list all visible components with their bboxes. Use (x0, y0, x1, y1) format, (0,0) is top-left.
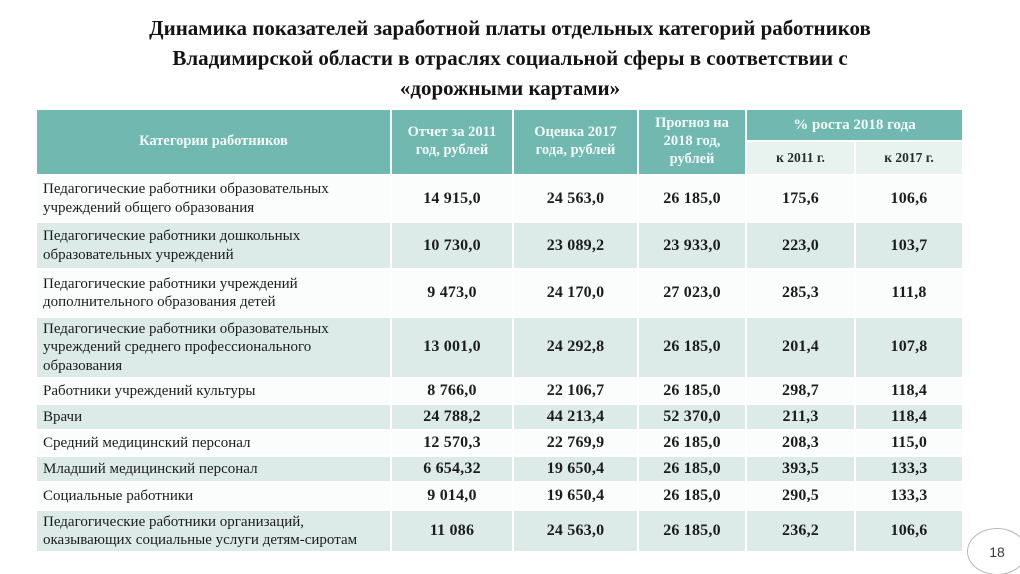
category-cell: Врачи (36, 404, 391, 430)
value-cell-2017: 23 089,2 (513, 222, 638, 269)
growth-cell-vs-2017: 106,6 (855, 510, 963, 553)
category-cell: Младший медицинский персонал (36, 456, 391, 482)
value-cell-2018: 52 370,0 (638, 404, 746, 430)
page-title-line-3: «дорожными картами» (399, 76, 621, 100)
growth-cell-vs-2011: 201,4 (746, 317, 855, 378)
growth-cell-vs-2017: 118,4 (855, 404, 963, 430)
growth-cell-vs-2011: 223,0 (746, 222, 855, 269)
value-cell-2018: 26 185,0 (638, 456, 746, 482)
value-cell-2011: 12 570,3 (391, 430, 513, 456)
value-cell-2018: 26 185,0 (638, 430, 746, 456)
column-subheader-vs-2011: к 2011 г. (746, 141, 855, 175)
category-cell: Социальные работники (36, 482, 391, 510)
page-title (60, 13, 960, 103)
value-cell-2011: 14 915,0 (391, 175, 513, 222)
category-cell: Педагогические работники учреждений дополнительного образования детей (36, 269, 391, 317)
growth-cell-vs-2017: 106,6 (855, 175, 963, 222)
growth-cell-vs-2011: 208,3 (746, 430, 855, 456)
value-cell-2017: 44 213,4 (513, 404, 638, 430)
table-row (36, 510, 963, 553)
value-cell-2018: 26 185,0 (638, 317, 746, 378)
column-header-growth-group: % роста 2018 года (746, 109, 963, 141)
value-cell-2011: 9 014,0 (391, 482, 513, 510)
category-cell: Работники учреждений культуры (36, 378, 391, 404)
value-cell-2017: 24 170,0 (513, 269, 638, 317)
value-cell-2017: 24 563,0 (513, 175, 638, 222)
growth-cell-vs-2017: 133,3 (855, 456, 963, 482)
growth-cell-vs-2011: 393,5 (746, 456, 855, 482)
growth-cell-vs-2011: 211,3 (746, 404, 855, 430)
page-number-badge (967, 528, 1020, 574)
value-cell-2017: 22 106,7 (513, 378, 638, 404)
category-cell: Средний медицинский персонал (36, 430, 391, 456)
value-cell-2011: 9 473,0 (391, 269, 513, 317)
value-cell-2018: 26 185,0 (638, 482, 746, 510)
value-cell-2018: 23 933,0 (638, 222, 746, 269)
category-cell: Педагогические работники дошкольных образовательных учреждений (36, 222, 391, 269)
value-cell-2017: 22 769,9 (513, 430, 638, 456)
growth-cell-vs-2011: 298,7 (746, 378, 855, 404)
salary-table-body (36, 175, 963, 552)
value-cell-2018: 27 023,0 (638, 269, 746, 317)
growth-cell-vs-2017: 118,4 (855, 378, 963, 404)
table-row (36, 222, 963, 269)
value-cell-2017: 19 650,4 (513, 482, 638, 510)
value-cell-2011: 10 730,0 (391, 222, 513, 269)
table-row (36, 430, 963, 456)
growth-cell-vs-2011: 290,5 (746, 482, 855, 510)
column-header-estimate-2017: Оценка 2017 года, рублей (513, 109, 638, 175)
table-row (36, 404, 963, 430)
table-row (36, 456, 963, 482)
growth-cell-vs-2011: 236,2 (746, 510, 855, 553)
growth-cell-vs-2017: 115,0 (855, 430, 963, 456)
value-cell-2011: 24 788,2 (391, 404, 513, 430)
value-cell-2018: 26 185,0 (638, 510, 746, 553)
value-cell-2017: 24 563,0 (513, 510, 638, 553)
page-title-line-1: Динамика показателей заработной платы отдельных категорий работников (149, 16, 871, 40)
column-header-forecast-2018: Прогноз на 2018 год, рублей (638, 109, 746, 175)
table-row (36, 317, 963, 378)
growth-cell-vs-2017: 111,8 (855, 269, 963, 317)
salary-table-header (36, 109, 963, 175)
growth-cell-vs-2017: 103,7 (855, 222, 963, 269)
table-row (36, 269, 963, 317)
table-row (36, 175, 963, 222)
table-row (36, 482, 963, 510)
page-title-line-2: Владимирской области в отраслях социальной сферы в соответствии с (172, 46, 848, 70)
value-cell-2018: 26 185,0 (638, 175, 746, 222)
growth-cell-vs-2017: 107,8 (855, 317, 963, 378)
salary-table (35, 108, 964, 553)
column-header-categories: Категории работников (36, 109, 391, 175)
value-cell-2017: 19 650,4 (513, 456, 638, 482)
column-header-report-2011: Отчет за 2011 год, рублей (391, 109, 513, 175)
growth-cell-vs-2017: 133,3 (855, 482, 963, 510)
value-cell-2011: 6 654,32 (391, 456, 513, 482)
category-cell: Педагогические работники организаций, оказывающих социальные услуги детям-сиротам (36, 510, 391, 553)
table-row (36, 378, 963, 404)
growth-cell-vs-2011: 285,3 (746, 269, 855, 317)
value-cell-2011: 8 766,0 (391, 378, 513, 404)
page-number: 18 (989, 543, 1005, 560)
category-cell: Педагогические работники образовательных учреждений общего образования (36, 175, 391, 222)
growth-cell-vs-2011: 175,6 (746, 175, 855, 222)
category-cell: Педагогические работники образовательных учреждений среднего профессионального образования (36, 317, 391, 378)
value-cell-2011: 13 001,0 (391, 317, 513, 378)
value-cell-2017: 24 292,8 (513, 317, 638, 378)
value-cell-2018: 26 185,0 (638, 378, 746, 404)
value-cell-2011: 11 086 (391, 510, 513, 553)
column-subheader-vs-2017: к 2017 г. (855, 141, 963, 175)
